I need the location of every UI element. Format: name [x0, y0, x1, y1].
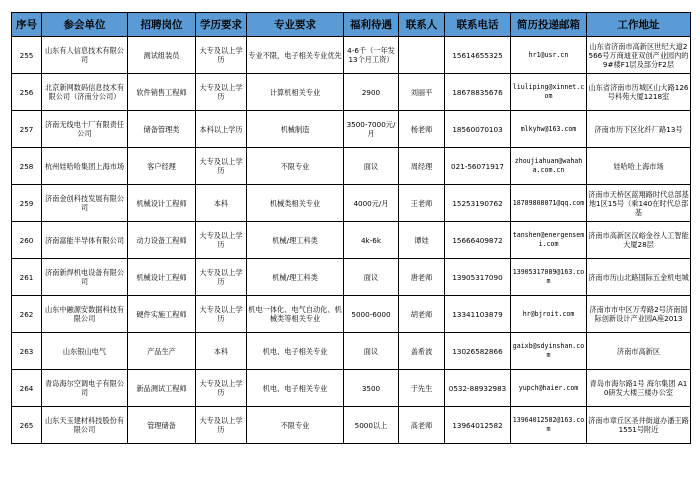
cell-company: 山东中融源安数据科技有限公司	[42, 296, 128, 333]
cell-education: 大专及以上学历	[196, 148, 247, 185]
cell-phone: 13905317090	[445, 259, 511, 296]
header-major: 专业要求	[247, 13, 344, 37]
cell-address: 济南市章丘区圣井街道办潘王路1551号附近	[587, 407, 691, 444]
cell-address: 济南市历山北路国际五金机电城	[587, 259, 691, 296]
table-row	[12, 222, 691, 259]
cell-seq: 261	[12, 259, 42, 296]
cell-position: 客户经理	[128, 148, 196, 185]
cell-seq: 262	[12, 296, 42, 333]
cell-position: 动力设备工程师	[128, 222, 196, 259]
header-position: 招聘岗位	[128, 13, 196, 37]
cell-position: 硬件实施工程师	[128, 296, 196, 333]
cell-seq: 255	[12, 37, 42, 74]
cell-email[interactable]: hr@bjroit.com	[511, 296, 587, 333]
cell-phone: 13341103879	[445, 296, 511, 333]
cell-contact: 杨老师	[399, 111, 445, 148]
cell-address: 青岛市海尔路1号 海尔集团 A10研发大楼三楼办公室	[587, 370, 691, 407]
cell-contact: 高老师	[399, 407, 445, 444]
cell-contact: 刘丽平	[399, 74, 445, 111]
cell-salary: 3500	[344, 370, 399, 407]
cell-seq: 258	[12, 148, 42, 185]
cell-email[interactable]: hr1@usr.cn	[511, 37, 587, 74]
header-company: 参会单位	[42, 13, 128, 37]
cell-education: 本科	[196, 333, 247, 370]
cell-company: 北京新网数码信息技术有限公司（济南分公司）	[42, 74, 128, 111]
cell-company: 济南新焊机电设备有限公司	[42, 259, 128, 296]
cell-address: 济南市市中区万寿路2号济南国际创新设计产业园A座2013	[587, 296, 691, 333]
cell-phone: 18678835676	[445, 74, 511, 111]
cell-address: 济南市高新区	[587, 333, 691, 370]
cell-position: 管理储备	[128, 407, 196, 444]
cell-address: 山东省济南市高新区世纪大道2566号万商迪亚双创产业园内的9#楼F1层及部分F2层	[587, 37, 691, 74]
cell-major: 不限专业	[247, 407, 344, 444]
cell-contact: 唐老师	[399, 259, 445, 296]
cell-salary: 5000-6000	[344, 296, 399, 333]
cell-salary: 面议	[344, 148, 399, 185]
cell-email[interactable]: gaixb@sdyinshan.com	[511, 333, 587, 370]
cell-salary: 面议	[344, 259, 399, 296]
cell-email[interactable]: zhoujiahuan@wahaha.com.cn	[511, 148, 587, 185]
cell-position: 产品生产	[128, 333, 196, 370]
cell-seq: 256	[12, 74, 42, 111]
cell-seq: 265	[12, 407, 42, 444]
header-salary: 福利待遇	[344, 13, 399, 37]
cell-salary: 3500-7000元/月	[344, 111, 399, 148]
cell-education: 本科	[196, 185, 247, 222]
cell-position: 机械设计工程师	[128, 259, 196, 296]
cell-company: 青岛海尔空调电子有限公司	[42, 370, 128, 407]
cell-major: 机械制造	[247, 111, 344, 148]
cell-phone: 021-56071917	[445, 148, 511, 185]
table-row	[12, 296, 691, 333]
header-address: 工作地址	[587, 13, 691, 37]
cell-email[interactable]: 13905317089@163.com	[511, 259, 587, 296]
table-row	[12, 370, 691, 407]
cell-education: 大专及以上学历	[196, 74, 247, 111]
job-listing-table	[11, 12, 691, 444]
cell-contact: 胡老师	[399, 296, 445, 333]
cell-salary: 4-6千（一年发13个月工资）	[344, 37, 399, 74]
cell-salary: 2900	[344, 74, 399, 111]
table-row	[12, 37, 691, 74]
cell-seq: 264	[12, 370, 42, 407]
cell-email[interactable]: liuliping@xinnet.com	[511, 74, 587, 111]
header-contact: 联系人	[399, 13, 445, 37]
cell-company: 山东银山电气	[42, 333, 128, 370]
header-seq: 序号	[12, 13, 42, 37]
job-fair-table-container	[11, 12, 690, 444]
header-education: 学历要求	[196, 13, 247, 37]
cell-email[interactable]: tanshen@energensemi.com	[511, 222, 587, 259]
cell-education: 大专及以上学历	[196, 407, 247, 444]
cell-email[interactable]: 13964012582@163.com	[511, 407, 587, 444]
cell-company: 山东有人信息技术有限公司	[42, 37, 128, 74]
cell-company: 杭州娃哈哈集团上海市场	[42, 148, 128, 185]
table-row	[12, 407, 691, 444]
cell-address: 山东省济南市历城区山大路126号科苑大厦1218室	[587, 74, 691, 111]
cell-phone: 13026582866	[445, 333, 511, 370]
cell-contact	[399, 37, 445, 74]
cell-position: 储备管理类	[128, 111, 196, 148]
cell-major: 机械/理工科类	[247, 259, 344, 296]
cell-position: 机械设计工程师	[128, 185, 196, 222]
cell-position: 测试组装员	[128, 37, 196, 74]
cell-major: 机电一体化、电气自动化、机械类等相关专业	[247, 296, 344, 333]
cell-major: 机电、电子相关专业	[247, 333, 344, 370]
cell-major: 机械/理工科类	[247, 222, 344, 259]
table-row	[12, 111, 691, 148]
cell-seq: 259	[12, 185, 42, 222]
cell-education: 大专及以上学历	[196, 259, 247, 296]
cell-major: 专业不限，电子相关专业优先	[247, 37, 344, 74]
cell-major: 机械类相关专业	[247, 185, 344, 222]
cell-contact: 周经理	[399, 148, 445, 185]
cell-salary: 4k-6k	[344, 222, 399, 259]
cell-seq: 260	[12, 222, 42, 259]
cell-address: 娃哈哈上海市场	[587, 148, 691, 185]
cell-phone: 0532-88932983	[445, 370, 511, 407]
cell-salary: 5000以上	[344, 407, 399, 444]
cell-address: 济南市天桥区蓝翔路时代总部基地1区15号（乘140在时代总部基	[587, 185, 691, 222]
cell-major: 机电、电子相关专业	[247, 370, 344, 407]
table-row	[12, 74, 691, 111]
cell-company: 济南金创科技发展有限公司	[42, 185, 128, 222]
cell-company: 济南无线电十厂有限责任公司	[42, 111, 128, 148]
cell-major: 计算机相关专业	[247, 74, 344, 111]
cell-phone: 15614655325	[445, 37, 511, 74]
cell-phone: 15666409872	[445, 222, 511, 259]
cell-contact: 于先生	[399, 370, 445, 407]
cell-salary: 4000元/月	[344, 185, 399, 222]
cell-position: 新品测试工程师	[128, 370, 196, 407]
table-row	[12, 148, 691, 185]
table-header	[12, 13, 691, 37]
cell-education: 大专及以上学历	[196, 370, 247, 407]
cell-salary: 面议	[344, 333, 399, 370]
cell-email[interactable]: 18789808071@qq.com	[511, 185, 587, 222]
cell-education: 本科以上学历	[196, 111, 247, 148]
table-row	[12, 259, 691, 296]
cell-email[interactable]: yupch@haier.com	[511, 370, 587, 407]
cell-company: 济南富能半导体有限公司	[42, 222, 128, 259]
table-row	[12, 333, 691, 370]
header-email: 简历投递邮箱	[511, 13, 587, 37]
cell-major: 不限专业	[247, 148, 344, 185]
cell-email[interactable]: mlkyhw@163.com	[511, 111, 587, 148]
cell-education: 大专及以上学历	[196, 296, 247, 333]
cell-phone: 13964012582	[445, 407, 511, 444]
cell-address: 济南市历下区化纤厂路13号	[587, 111, 691, 148]
cell-education: 大专及以上学历	[196, 222, 247, 259]
cell-contact: 盖希波	[399, 333, 445, 370]
cell-phone: 15253190762	[445, 185, 511, 222]
table-body	[12, 37, 691, 444]
cell-address: 济南市高新区汉峪金谷人工智能大厦28层	[587, 222, 691, 259]
cell-contact: 谭娃	[399, 222, 445, 259]
cell-seq: 263	[12, 333, 42, 370]
cell-position: 软件销售工程师	[128, 74, 196, 111]
header-phone: 联系电话	[445, 13, 511, 37]
cell-company: 山东天玉建材科技股份有限公司	[42, 407, 128, 444]
cell-seq: 257	[12, 111, 42, 148]
table-row	[12, 185, 691, 222]
cell-phone: 18560070103	[445, 111, 511, 148]
cell-contact: 王老师	[399, 185, 445, 222]
cell-education: 大专及以上学历	[196, 37, 247, 74]
header-row	[12, 13, 691, 37]
